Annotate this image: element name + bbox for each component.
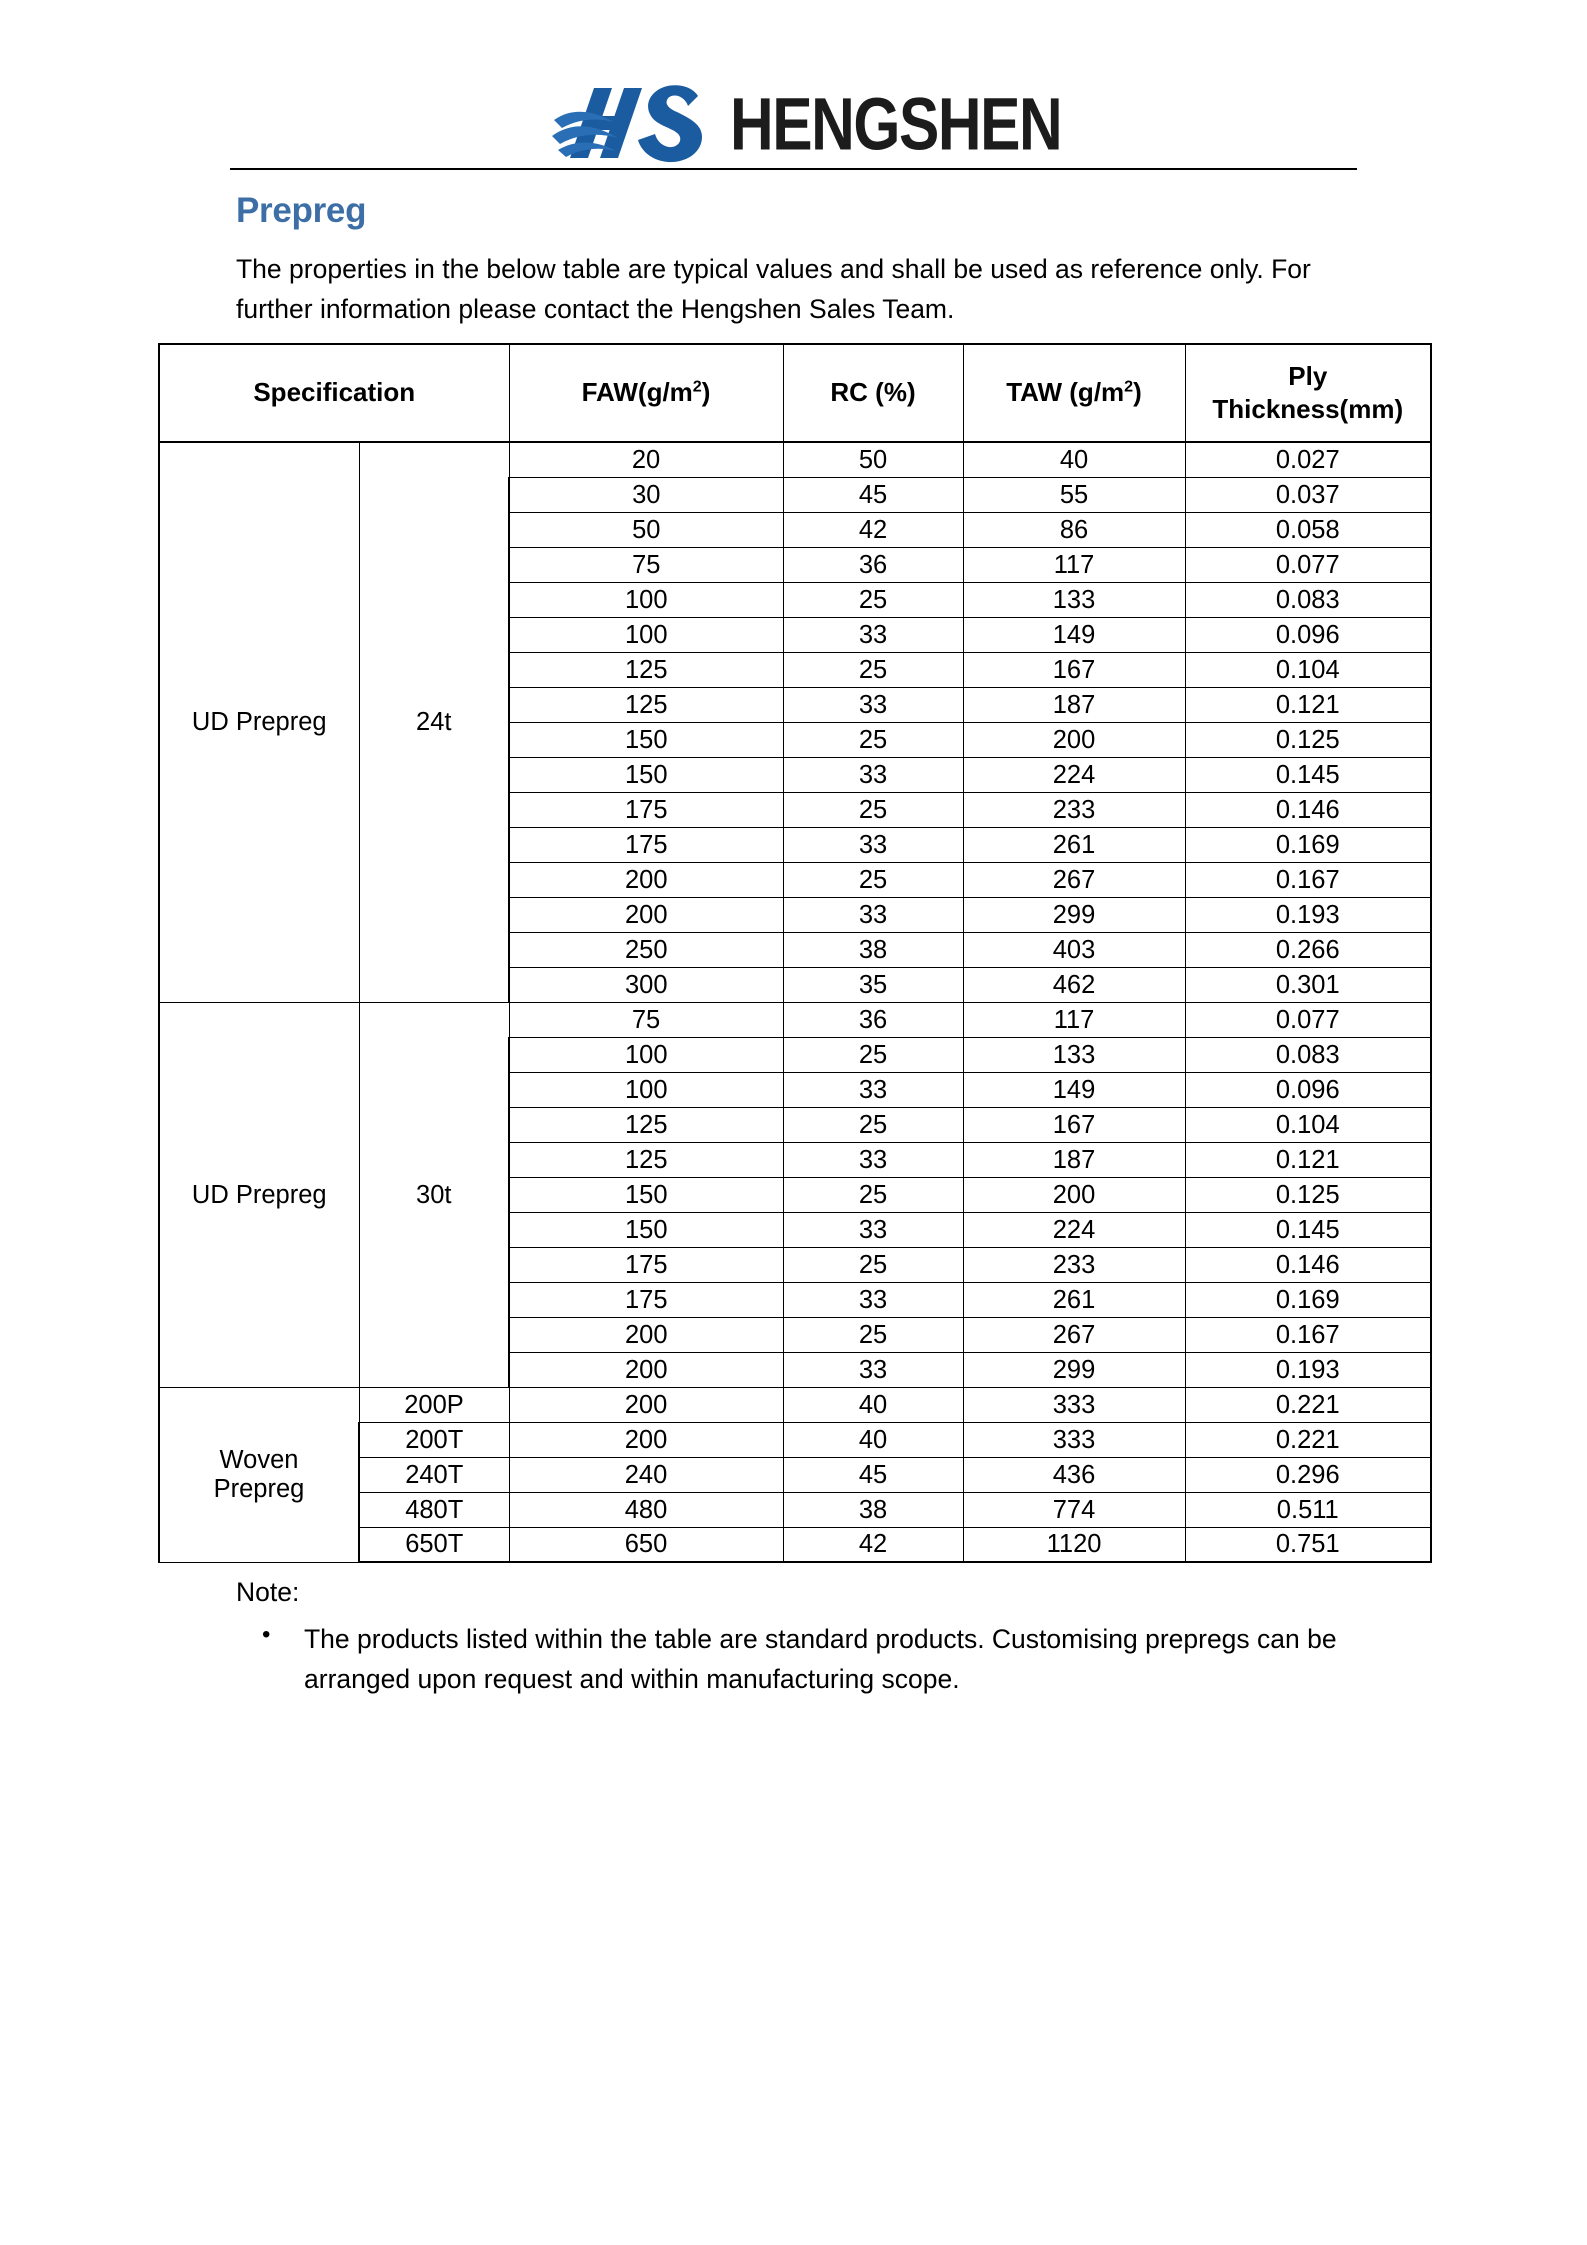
cell-taw: 267	[963, 862, 1185, 897]
hengshen-hs-logo-icon	[552, 78, 728, 168]
cell-ply: 0.301	[1185, 967, 1431, 1002]
taw-label-suffix: )	[1133, 377, 1142, 408]
cell-faw: 175	[509, 1247, 783, 1282]
cell-faw: 175	[509, 792, 783, 827]
cell-faw: 200	[509, 1422, 783, 1457]
cell-rc: 33	[783, 897, 963, 932]
cell-rc: 25	[783, 1317, 963, 1352]
table-row	[159, 1387, 1431, 1422]
cell-taw: 117	[963, 547, 1185, 582]
cell-faw: 480	[509, 1492, 783, 1527]
cell-faw: 150	[509, 1212, 783, 1247]
faw-label-prefix: FAW(g/m	[581, 377, 693, 408]
cell-rc: 42	[783, 1527, 963, 1562]
cell-faw: 50	[509, 512, 783, 547]
table-row	[159, 1002, 1431, 1037]
prepreg-specification-table	[158, 343, 1432, 1563]
cell-taw: 333	[963, 1422, 1185, 1457]
cell-ply: 0.751	[1185, 1527, 1431, 1562]
cell-ply: 0.121	[1185, 687, 1431, 722]
cell-ply: 0.037	[1185, 477, 1431, 512]
cell-rc: 35	[783, 967, 963, 1002]
cell-faw: 175	[509, 1282, 783, 1317]
column-header-faw	[509, 344, 783, 442]
cell-faw: 150	[509, 757, 783, 792]
group-name-line-2: Prepreg	[213, 1474, 305, 1503]
intro-paragraph	[236, 249, 1357, 330]
cell-taw: 86	[963, 512, 1185, 547]
cell-ply: 0.096	[1185, 1072, 1431, 1107]
cell-ply: 0.096	[1185, 617, 1431, 652]
cell-faw: 125	[509, 652, 783, 687]
cell-rc: 33	[783, 827, 963, 862]
cell-rc: 33	[783, 1352, 963, 1387]
note-item	[236, 1619, 1434, 1700]
cell-taw: 117	[963, 1002, 1185, 1037]
cell-faw: 175	[509, 827, 783, 862]
cell-rc: 33	[783, 687, 963, 722]
cell-taw: 187	[963, 687, 1185, 722]
cell-rc: 33	[783, 617, 963, 652]
cell-taw: 233	[963, 792, 1185, 827]
cell-ply: 0.169	[1185, 827, 1431, 862]
cell-taw: 299	[963, 897, 1185, 932]
cell-faw: 100	[509, 617, 783, 652]
cell-rc: 25	[783, 1177, 963, 1212]
cell-ply: 0.121	[1185, 1142, 1431, 1177]
cell-faw: 150	[509, 722, 783, 757]
cell-rc: 38	[783, 1492, 963, 1527]
cell-rc: 40	[783, 1387, 963, 1422]
cell-taw: 462	[963, 967, 1185, 1002]
group-subtype-cell: 30t	[359, 1002, 509, 1387]
group-subtype-cell: 24t	[359, 442, 509, 1002]
cell-faw: 240	[509, 1457, 783, 1492]
document-header	[0, 0, 1587, 166]
cell-rc: 33	[783, 757, 963, 792]
cell-rc: 33	[783, 1142, 963, 1177]
row-subtype-cell: 200P	[359, 1387, 509, 1422]
cell-taw: 149	[963, 1072, 1185, 1107]
cell-ply: 0.083	[1185, 1037, 1431, 1072]
column-header-taw	[963, 344, 1185, 442]
cell-rc: 33	[783, 1282, 963, 1317]
cell-taw: 133	[963, 582, 1185, 617]
cell-taw: 167	[963, 652, 1185, 687]
cell-ply: 0.146	[1185, 792, 1431, 827]
cell-ply: 0.167	[1185, 1317, 1431, 1352]
cell-rc: 40	[783, 1422, 963, 1457]
cell-rc: 25	[783, 862, 963, 897]
cell-ply: 0.193	[1185, 897, 1431, 932]
cell-rc: 25	[783, 792, 963, 827]
faw-label-suffix: )	[701, 377, 711, 408]
note-block	[236, 1573, 1436, 1699]
cell-faw: 125	[509, 687, 783, 722]
cell-rc: 25	[783, 652, 963, 687]
cell-rc: 42	[783, 512, 963, 547]
cell-ply: 0.221	[1185, 1422, 1431, 1457]
table-body	[159, 442, 1431, 1562]
column-header-ply-thickness	[1185, 344, 1431, 442]
group-name-line-1: Woven	[219, 1446, 299, 1475]
cell-faw: 100	[509, 1072, 783, 1107]
cell-faw: 20	[509, 442, 783, 477]
cell-rc: 38	[783, 932, 963, 967]
cell-ply: 0.296	[1185, 1457, 1431, 1492]
cell-ply: 0.167	[1185, 862, 1431, 897]
cell-rc: 33	[783, 1072, 963, 1107]
note-item-line-2: arranged upon request and within manufacturing scope.	[304, 1664, 960, 1695]
cell-taw: 55	[963, 477, 1185, 512]
table-row	[159, 442, 1431, 477]
brand-wordmark: HENGSHEN	[729, 83, 1062, 166]
cell-rc: 25	[783, 722, 963, 757]
cell-ply: 0.221	[1185, 1387, 1431, 1422]
cell-taw: 133	[963, 1037, 1185, 1072]
cell-faw: 75	[509, 1002, 783, 1037]
cell-faw: 100	[509, 582, 783, 617]
cell-ply: 0.511	[1185, 1492, 1431, 1527]
row-subtype-cell: 480T	[359, 1492, 509, 1527]
cell-taw: 224	[963, 1212, 1185, 1247]
cell-taw: 1120	[963, 1527, 1185, 1562]
ply-label-line-1: Ply	[1288, 360, 1328, 391]
cell-ply: 0.083	[1185, 582, 1431, 617]
cell-ply: 0.266	[1185, 932, 1431, 967]
cell-ply: 0.077	[1185, 1002, 1431, 1037]
cell-ply: 0.104	[1185, 652, 1431, 687]
cell-ply: 0.077	[1185, 547, 1431, 582]
faw-label-superscript: 2	[692, 377, 702, 396]
cell-taw: 261	[963, 1282, 1185, 1317]
cell-faw: 250	[509, 932, 783, 967]
cell-taw: 149	[963, 617, 1185, 652]
cell-faw: 150	[509, 1177, 783, 1212]
cell-ply: 0.104	[1185, 1107, 1431, 1142]
group-name-cell	[159, 1387, 359, 1562]
table-header	[159, 344, 1431, 442]
cell-taw: 261	[963, 827, 1185, 862]
cell-rc: 45	[783, 477, 963, 512]
cell-taw: 200	[963, 1177, 1185, 1212]
cell-taw: 333	[963, 1387, 1185, 1422]
cell-rc: 50	[783, 442, 963, 477]
cell-taw: 167	[963, 1107, 1185, 1142]
cell-rc: 25	[783, 1107, 963, 1142]
row-subtype-cell: 650T	[359, 1527, 509, 1562]
page-title: Prepreg	[236, 191, 367, 230]
cell-faw: 200	[509, 897, 783, 932]
cell-ply: 0.125	[1185, 722, 1431, 757]
cell-ply: 0.145	[1185, 757, 1431, 792]
cell-taw: 774	[963, 1492, 1185, 1527]
row-subtype-cell: 240T	[359, 1457, 509, 1492]
cell-ply: 0.169	[1185, 1282, 1431, 1317]
header-divider	[230, 168, 1357, 170]
cell-ply: 0.145	[1185, 1212, 1431, 1247]
cell-rc: 36	[783, 547, 963, 582]
cell-taw: 40	[963, 442, 1185, 477]
cell-ply: 0.058	[1185, 512, 1431, 547]
intro-line-1: The properties in the below table are typical values and shall be used as reference only. For	[236, 253, 1311, 284]
intro-line-2: further information please contact the Hengshen Sales Team.	[236, 293, 955, 324]
cell-taw: 403	[963, 932, 1185, 967]
cell-faw: 200	[509, 862, 783, 897]
cell-rc: 25	[783, 1247, 963, 1282]
column-header-specification: Specification	[159, 344, 509, 442]
taw-label-prefix: TAW (g/m	[1006, 377, 1125, 408]
group-name-cell: UD Prepreg	[159, 442, 359, 1002]
cell-rc: 33	[783, 1212, 963, 1247]
spec-table-container	[158, 343, 1430, 1563]
cell-faw: 100	[509, 1037, 783, 1072]
cell-taw: 299	[963, 1352, 1185, 1387]
cell-rc: 45	[783, 1457, 963, 1492]
group-name-cell: UD Prepreg	[159, 1002, 359, 1387]
cell-faw: 125	[509, 1107, 783, 1142]
cell-faw: 125	[509, 1142, 783, 1177]
cell-taw: 224	[963, 757, 1185, 792]
cell-ply: 0.146	[1185, 1247, 1431, 1282]
cell-ply: 0.027	[1185, 442, 1431, 477]
cell-taw: 200	[963, 722, 1185, 757]
cell-ply: 0.125	[1185, 1177, 1431, 1212]
cell-taw: 267	[963, 1317, 1185, 1352]
note-label: Note:	[236, 1577, 300, 1608]
cell-ply: 0.193	[1185, 1352, 1431, 1387]
cell-rc: 25	[783, 582, 963, 617]
taw-label-superscript: 2	[1124, 377, 1134, 396]
cell-faw: 300	[509, 967, 783, 1002]
cell-taw: 187	[963, 1142, 1185, 1177]
bullet-icon: •	[262, 1620, 271, 1648]
cell-faw: 650	[509, 1527, 783, 1562]
table-header-row	[159, 344, 1431, 442]
cell-faw: 200	[509, 1352, 783, 1387]
cell-faw: 75	[509, 547, 783, 582]
cell-rc: 36	[783, 1002, 963, 1037]
cell-faw: 30	[509, 477, 783, 512]
cell-taw: 233	[963, 1247, 1185, 1282]
cell-rc: 25	[783, 1037, 963, 1072]
cell-taw: 436	[963, 1457, 1185, 1492]
cell-faw: 200	[509, 1317, 783, 1352]
row-subtype-cell: 200T	[359, 1422, 509, 1457]
note-list	[236, 1619, 1436, 1700]
cell-faw: 200	[509, 1387, 783, 1422]
ply-label-line-2: Thickness(mm)	[1212, 394, 1404, 425]
brand-lockup	[552, 78, 1075, 168]
note-item-line-1: The products listed within the table are standard products. Customising prepregs can be	[304, 1623, 1337, 1654]
column-header-rc: RC (%)	[783, 344, 963, 442]
